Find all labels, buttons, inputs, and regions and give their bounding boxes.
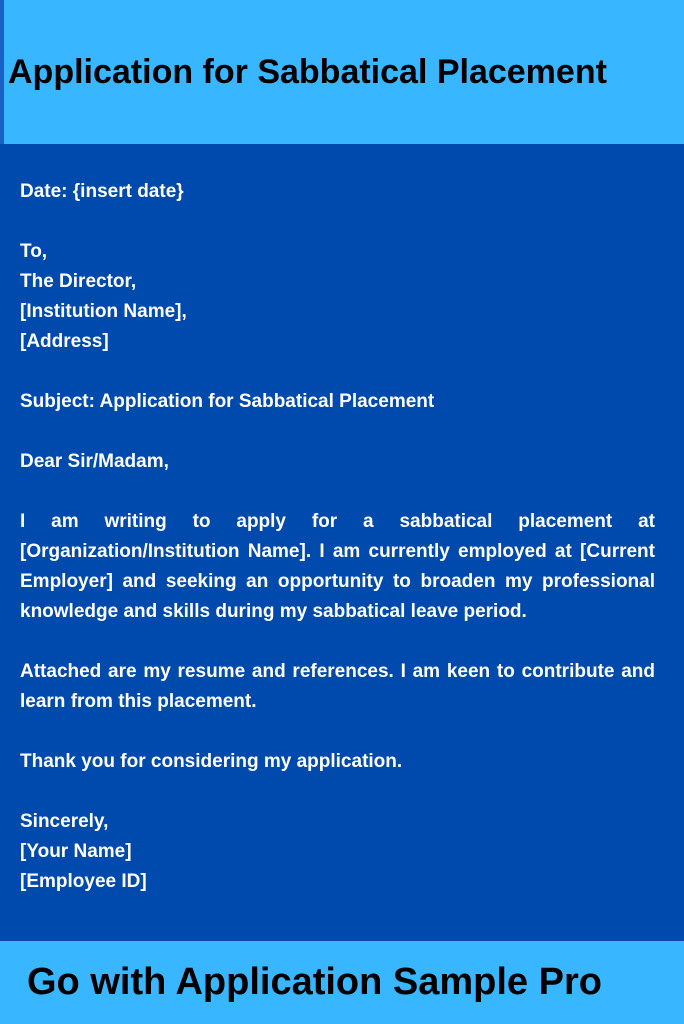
address-line-institution: [Institution Name], [20,301,187,322]
footer-branding: Go with Application Sample Pro [27,961,602,1003]
closing-employee-id: [Employee ID] [20,871,147,892]
address-line-to: To, [20,241,48,262]
letter-body [0,144,684,941]
letter-content [20,177,655,897]
letter-paragraph-3: Thank you for considering my application. [20,751,403,772]
letter-date: Date: {insert date} [20,181,184,202]
header-left-edge [0,0,4,144]
page-title: Application for Sabbatical Placement [8,53,607,91]
closing-your-name: [Your Name] [20,841,132,862]
letter-closing [20,807,655,897]
footer-banner [0,941,684,1024]
header-banner [0,0,684,144]
recipient-address [20,237,655,357]
letter-salutation: Dear Sir/Madam, [20,451,169,472]
letter-subject: Subject: Application for Sabbatical Placement [20,391,435,412]
letter-paragraph-1: I am writing to apply for a sabbatical placement at [Organization/Institution Name]. I am currently employed at [Current Employer] and seeking an opportunity to broaden my professional knowledge and skills during my sabbatical leave period. [20,511,655,622]
address-line-address: [Address] [20,331,109,352]
letter-paragraph-2: Attached are my resume and references. I am keen to contribute and learn from this placement. [20,661,655,712]
closing-sincerely: Sincerely, [20,811,109,832]
address-line-director: The Director, [20,271,137,292]
